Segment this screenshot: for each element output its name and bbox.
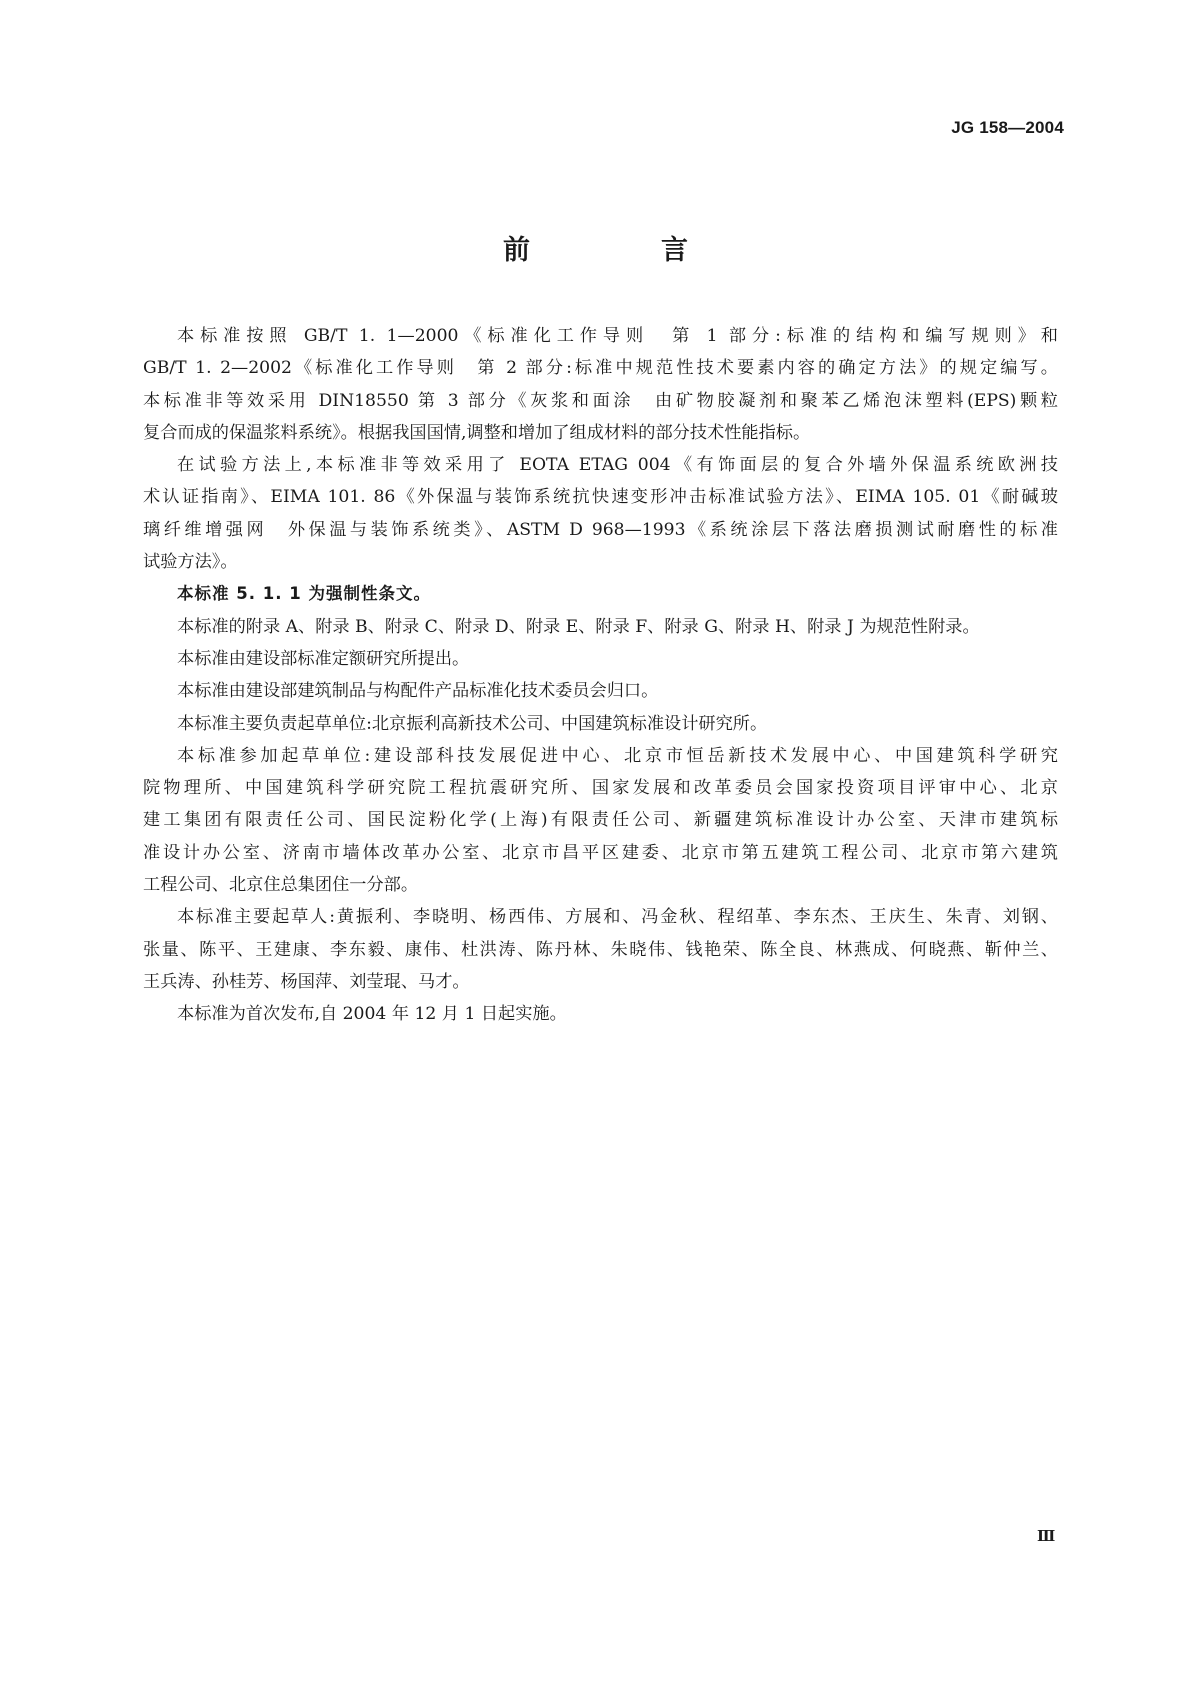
text-line: 院物理所、中国建筑科学研究院工程抗震研究所、国家发展和改革委员会国家投资项目评审中心、北京 — [143, 778, 1058, 799]
text-line: 工程公司、北京住总集团住一分部。 — [143, 875, 419, 896]
text-line: 璃纤维增强网 外保温与装饰系统类》、ASTM D 968—1993《系统涂层下落法磨损测试耐磨性的标准 — [143, 519, 1058, 540]
paragraph-administered-by — [143, 675, 1058, 707]
paragraph-main-drafters-units — [143, 708, 1058, 740]
foreword-body — [143, 320, 1058, 1031]
paragraph-test-methods — [143, 449, 1058, 578]
text-line: GB/T 1. 2—2002《标准化工作导则 第 2 部分:标准中规范性技术要素内容的确定方法》的规定编写。 — [143, 358, 1058, 379]
text-line: 本标准的附录 A、附录 B、附录 C、附录 D、附录 E、附录 F、附录 G、附录 H、附录 J 为规范性附录。 — [177, 616, 980, 637]
text-line: 在试验方法上,本标准非等效采用了 EOTA ETAG 004《有饰面层的复合外墙外保温系统欧洲技 — [177, 455, 1058, 476]
standard-code: JG 158—2004 — [951, 118, 1064, 137]
paragraph-effective-date — [143, 998, 1058, 1030]
text-line: 本标准非等效采用 DIN18550 第 3 部分《灰浆和面涂 由矿物胶凝剂和聚苯乙烯泡沫塑料(EPS)颗粒 — [143, 390, 1058, 411]
paragraph-mandatory-clause — [143, 578, 1058, 610]
text-line: 试验方法》。 — [143, 552, 238, 573]
page-number: Ⅲ — [1037, 1527, 1056, 1545]
paragraph-drafting-rules — [143, 320, 1058, 449]
text-line: 术认证指南》、EIMA 101. 86《外保温与装饰系统抗快速变形冲击标准试验方法》、EIMA 105. 01《耐碱玻 — [143, 487, 1058, 508]
paragraph-main-drafters — [143, 901, 1058, 998]
page-title: 前 言 — [503, 235, 740, 266]
text-line: 准设计办公室、济南市墙体改革办公室、北京市昌平区建委、北京市第五建筑工程公司、北京市第六建筑 — [143, 842, 1058, 863]
text-line: 建工集团有限责任公司、国民淀粉化学(上海)有限责任公司、新疆建筑标准设计办公室、天津市建筑标 — [143, 810, 1058, 831]
text-line: 复合而成的保温浆料系统》。根据我国国情,调整和增加了组成材料的部分技术性能指标。 — [143, 422, 811, 443]
text-line: 本标准主要负责起草单位:北京振利高新技术公司、中国建筑标准设计研究所。 — [177, 713, 768, 734]
text-line: 本标准由建设部建筑制品与构配件产品标准化技术委员会归口。 — [177, 681, 659, 702]
text-line: 本标准由建设部标准定额研究所提出。 — [177, 648, 470, 669]
text-line: 本标准为首次发布,自 2004 年 12 月 1 日起实施。 — [177, 1004, 567, 1025]
text-line: 王兵涛、孙桂芳、杨国萍、刘莹琨、马才。 — [143, 971, 470, 992]
paragraph-proposed-by — [143, 643, 1058, 675]
paragraph-annexes — [143, 611, 1058, 643]
text-line: 张量、陈平、王建康、李东毅、康伟、杜洪涛、陈丹林、朱晓伟、钱艳荣、陈全良、林燕成、何晓燕、靳仲兰、 — [143, 939, 1058, 960]
text-line: 本标准按照 GB/T 1. 1—2000《标准化工作导则 第 1 部分:标准的结构和编写规则》和 — [177, 326, 1058, 346]
text-line: 本标准 5. 1. 1 为强制性条文。 — [177, 584, 431, 604]
text-line: 本标准主要起草人:黄振利、李晓明、杨西伟、方展和、冯金秋、程绍革、李东杰、王庆生、朱青、刘钢、 — [177, 907, 1058, 928]
paragraph-participating-units — [143, 740, 1058, 901]
text-line: 本标准参加起草单位:建设部科技发展促进中心、北京市恒岳新技术发展中心、中国建筑科学研究 — [177, 745, 1058, 766]
